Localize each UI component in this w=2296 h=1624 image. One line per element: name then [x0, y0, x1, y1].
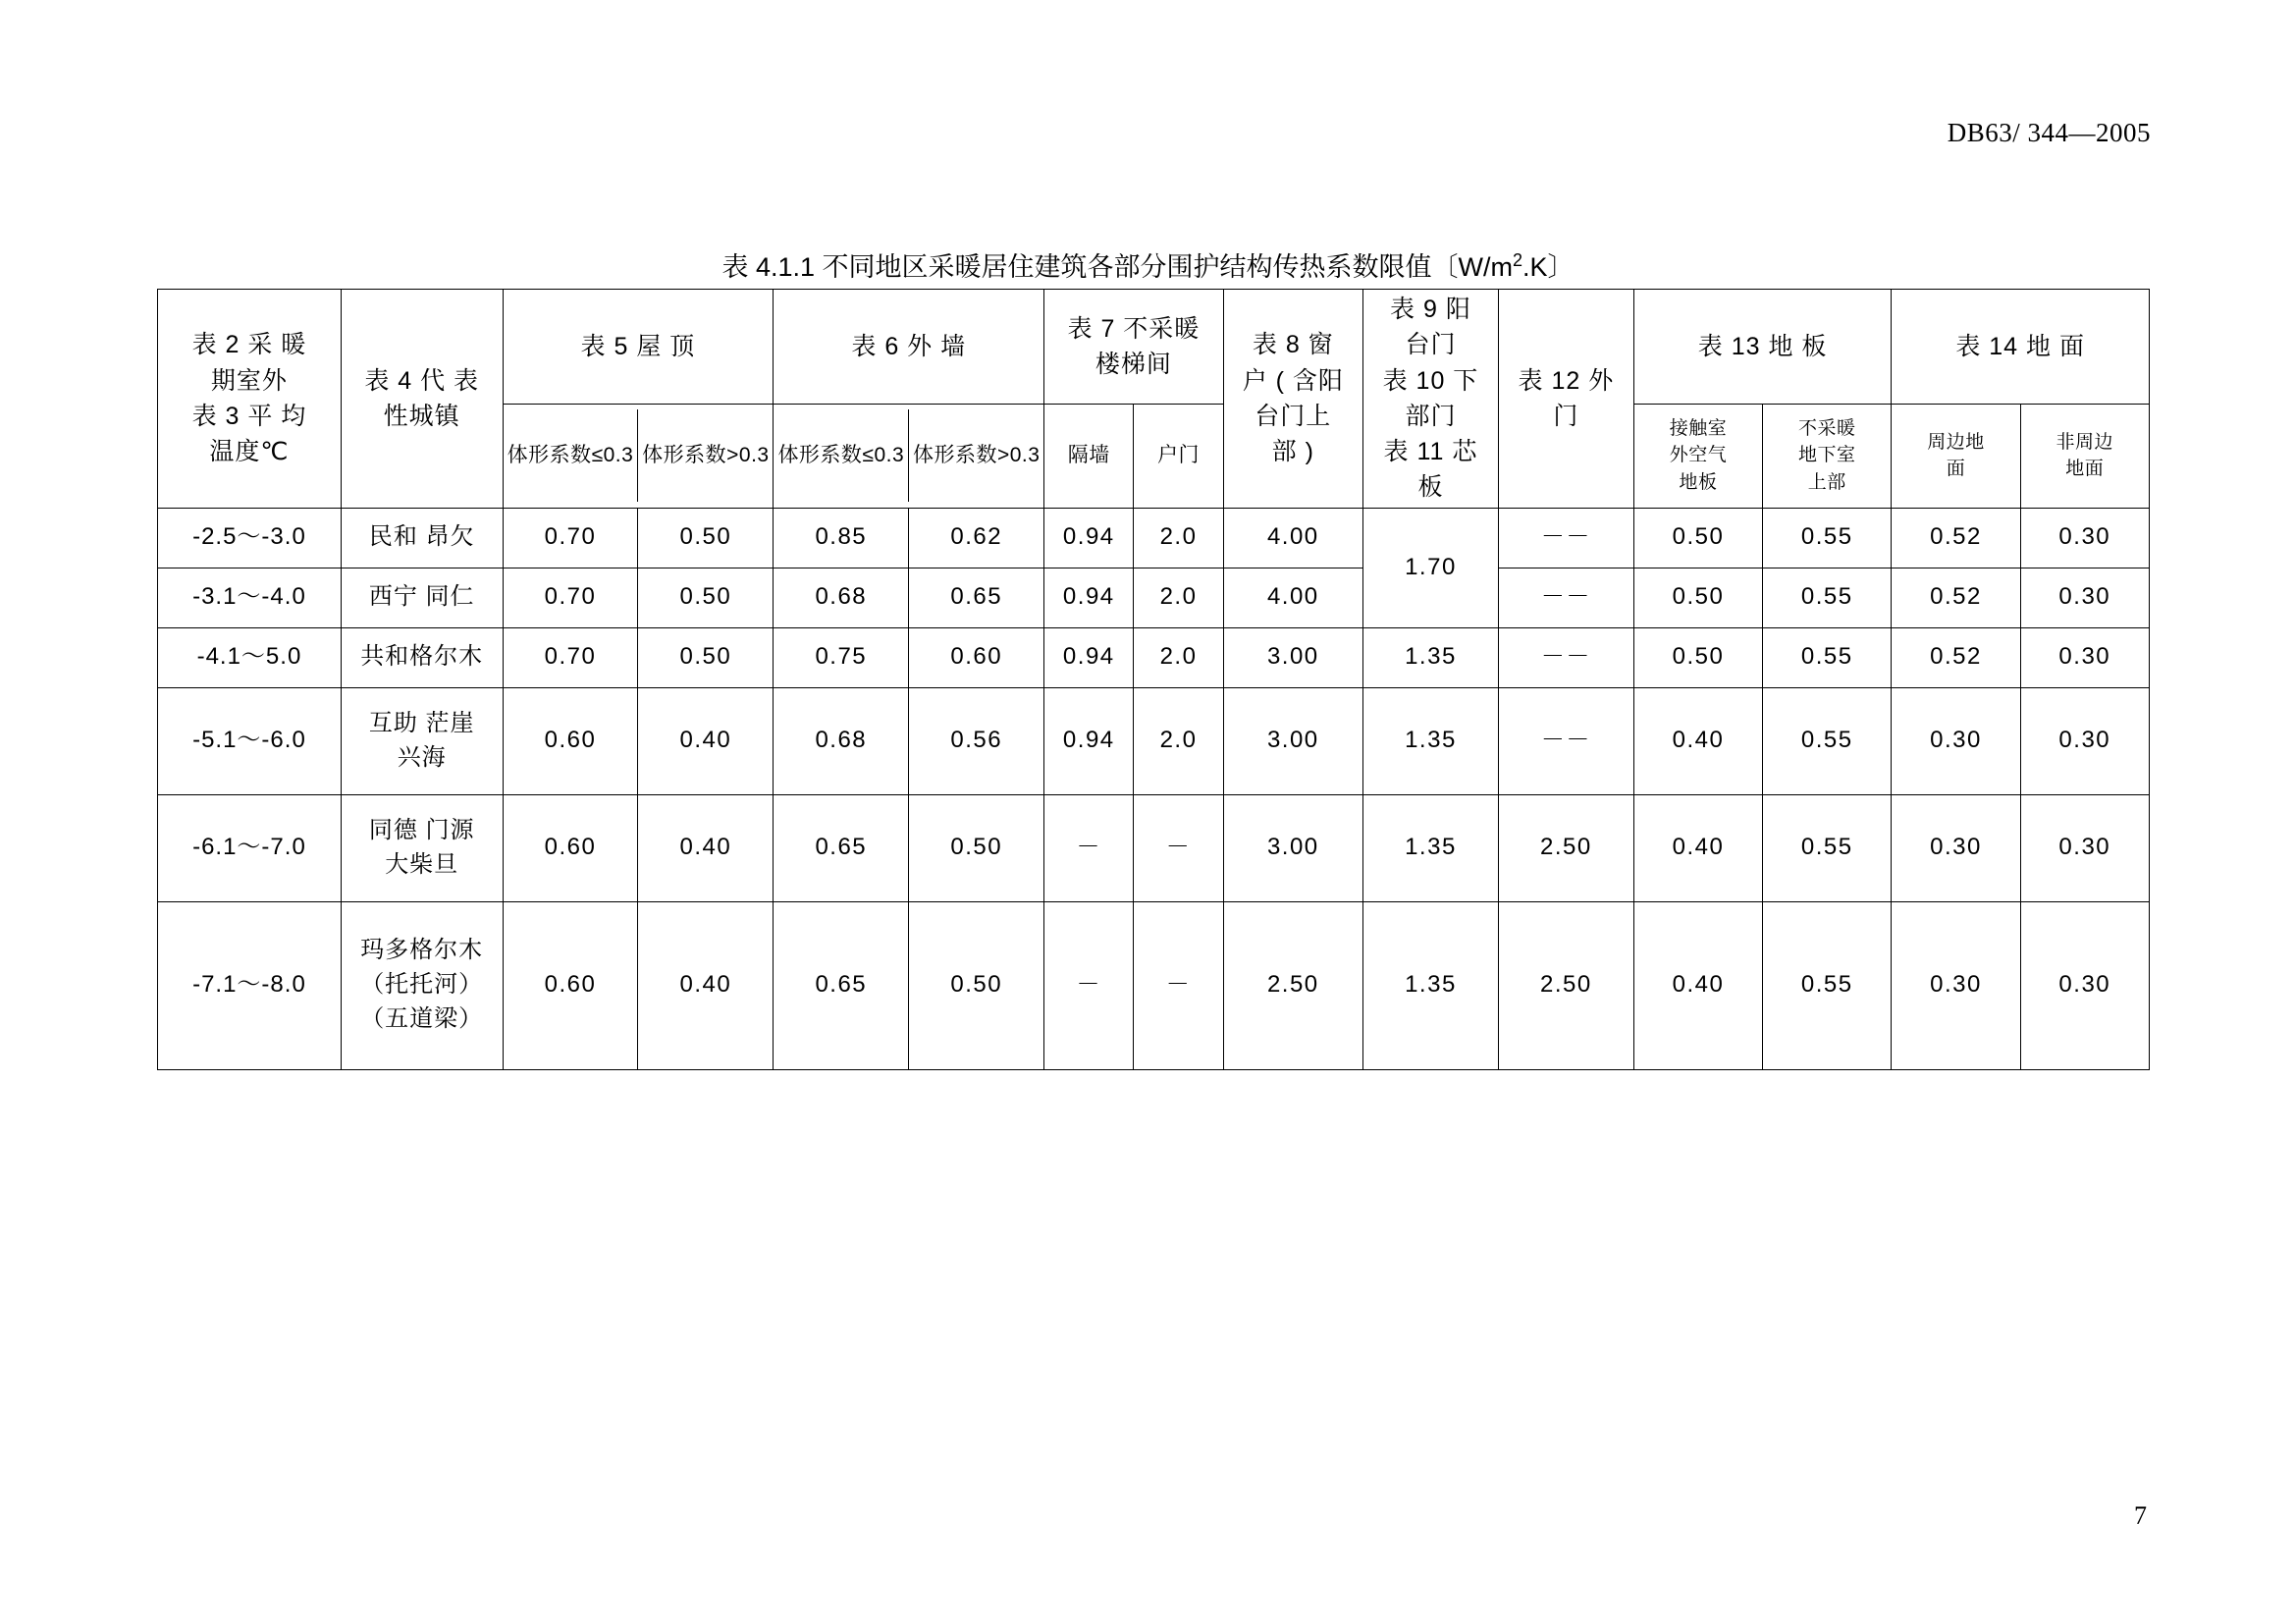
cell-partition: － — [1044, 901, 1134, 1069]
header-window-line-3: 台门上 — [1255, 402, 1332, 430]
header-group-exterior-wall: 表 6 外 墙 — [774, 290, 1044, 405]
header-window-line-2: 户 ( 含阳 — [1242, 366, 1344, 395]
cell-roof-shape-le: 0.70 — [503, 508, 638, 568]
table-row — [158, 687, 2150, 794]
cell-city — [341, 794, 503, 901]
header-ground-nonperi-line-1: 非周边 — [2056, 431, 2114, 453]
table-row — [158, 568, 2150, 627]
header-representative-city — [341, 290, 503, 509]
cell-temperature: -2.5～-3.0 — [158, 508, 342, 568]
cell-exterior-door: －－ — [1498, 568, 1633, 627]
cell-wall-shape-gt: 0.50 — [909, 794, 1044, 901]
header-ground-nonperi-line-2: 地面 — [2065, 459, 2105, 480]
cell-ground-perimeter: 0.52 — [1892, 508, 2020, 568]
header-wall-shape-le: 体形系数≤0.3 — [774, 409, 908, 502]
cell-ground-perimeter: 0.52 — [1892, 568, 2020, 627]
cell-roof-shape-gt: 0.50 — [638, 568, 774, 627]
cell-roof-shape-gt: 0.50 — [638, 508, 774, 568]
cell-floor-basement: 0.55 — [1763, 568, 1892, 627]
header-floor-air-line-3: 地板 — [1679, 472, 1718, 494]
cell-exterior-door: 2.50 — [1498, 794, 1633, 901]
cell-city-line-1: 玛多格尔木 — [360, 937, 484, 964]
cell-partition: 0.94 — [1044, 627, 1134, 687]
cell-wall-shape-le: 0.65 — [774, 794, 909, 901]
table-caption — [0, 245, 2296, 284]
page-number: 7 — [2134, 1501, 2147, 1530]
cell-roof-shape-le: 0.60 — [503, 687, 638, 794]
header-floor-base-line-2: 地下室 — [1797, 445, 1856, 466]
cell-window: 3.00 — [1223, 794, 1362, 901]
header-temp-line-4: 温度℃ — [209, 438, 290, 465]
header-balcony-line-1: 表 9 阳 — [1390, 296, 1471, 323]
cell-wall-shape-gt: 0.62 — [909, 508, 1044, 568]
cell-roof-shape-gt: 0.40 — [638, 687, 774, 794]
cell-wall-shape-gt: 0.50 — [909, 901, 1044, 1069]
cell-city: 共和格尔木 — [341, 627, 503, 687]
cell-window: 3.00 — [1223, 627, 1362, 687]
header-group-window — [1223, 290, 1362, 509]
header-roof-subcols — [503, 405, 774, 509]
cell-wall-shape-le: 0.68 — [774, 568, 909, 627]
header-floor-air-line-1: 接触室 — [1669, 417, 1728, 439]
cell-balcony-door: 1.35 — [1362, 794, 1498, 901]
cell-city-line-2: （托托河） — [360, 971, 484, 999]
cell-city — [341, 687, 503, 794]
table-row — [158, 627, 2150, 687]
header-city-line-1: 表 4 代 表 — [364, 366, 480, 395]
cell-exterior-door: －－ — [1498, 508, 1633, 568]
cell-floor-outdoor-air: 0.50 — [1633, 627, 1762, 687]
cell-ground-non-perimeter: 0.30 — [2020, 901, 2149, 1069]
header-floor-outdoor-air — [1633, 405, 1762, 509]
cell-floor-basement: 0.55 — [1763, 687, 1892, 794]
header-balcony-line-5: 表 11 芯 — [1383, 438, 1478, 465]
header-floor-base-line-1: 不采暖 — [1797, 417, 1856, 439]
header-temp-line-1: 表 2 采 暖 — [191, 331, 307, 359]
header-temp-line-2: 期室外 — [210, 366, 288, 395]
cell-city: 民和 昂欠 — [341, 508, 503, 568]
cell-temperature: -6.1～-7.0 — [158, 794, 342, 901]
cell-city-line-2: 大柴旦 — [385, 850, 459, 878]
header-group-roof: 表 5 屋 顶 — [503, 290, 774, 405]
cell-window: 3.00 — [1223, 687, 1362, 794]
cell-partition: 0.94 — [1044, 568, 1134, 627]
header-floor-base-line-3: 上部 — [1807, 472, 1846, 494]
header-group-unheated-stairwell — [1044, 290, 1223, 405]
cell-city-line-1: 同德 门源 — [368, 816, 475, 843]
cell-ground-non-perimeter: 0.30 — [2020, 568, 2149, 627]
cell-temperature: -3.1～-4.0 — [158, 568, 342, 627]
caption-tail-text: .K〕 — [1522, 252, 1575, 282]
header-outdoor-door-line-1: 表 12 外 — [1518, 366, 1615, 395]
cell-unit-door: － — [1134, 901, 1223, 1069]
cell-ground-non-perimeter: 0.30 — [2020, 687, 2149, 794]
header-group-balcony-door — [1362, 290, 1498, 509]
header-group-exterior-door — [1498, 290, 1633, 509]
cell-wall-shape-le: 0.68 — [774, 687, 909, 794]
header-wall-subcols — [774, 405, 1044, 509]
standard-code-header: DB63/ 344—2005 — [1947, 118, 2151, 147]
cell-floor-basement: 0.55 — [1763, 794, 1892, 901]
cell-wall-shape-le: 0.75 — [774, 627, 909, 687]
cell-partition: － — [1044, 794, 1134, 901]
cell-exterior-door: －－ — [1498, 627, 1633, 687]
cell-window: 4.00 — [1223, 508, 1362, 568]
header-roof-shape-gt: 体形系数>0.3 — [642, 444, 770, 467]
cell-wall-shape-gt: 0.60 — [909, 627, 1044, 687]
header-balcony-line-4: 部门 — [1405, 402, 1457, 430]
header-balcony-line-6: 板 — [1417, 473, 1444, 502]
cell-city-line-2: 兴海 — [397, 743, 447, 771]
header-ground-non-perimeter — [2020, 405, 2149, 509]
header-partition-wall: 隔墙 — [1044, 405, 1134, 509]
header-window-line-1: 表 8 窗 — [1252, 331, 1334, 359]
cell-wall-shape-gt: 0.56 — [909, 687, 1044, 794]
cell-ground-perimeter: 0.30 — [1892, 687, 2020, 794]
header-group-floor: 表 13 地 板 — [1633, 290, 1892, 405]
cell-unit-door: 2.0 — [1134, 687, 1223, 794]
header-floor-over-unheated-basement — [1763, 405, 1892, 509]
cell-city-line-3: （五道梁） — [360, 1004, 484, 1032]
cell-city — [341, 901, 503, 1069]
cell-ground-non-perimeter: 0.30 — [2020, 627, 2149, 687]
table-row — [158, 901, 2150, 1069]
cell-roof-shape-le: 0.60 — [503, 901, 638, 1069]
cell-floor-outdoor-air: 0.40 — [1633, 901, 1762, 1069]
cell-partition: 0.94 — [1044, 508, 1134, 568]
cell-floor-basement: 0.55 — [1763, 627, 1892, 687]
header-balcony-line-3: 表 10 下 — [1382, 366, 1479, 395]
cell-floor-basement: 0.55 — [1763, 508, 1892, 568]
cell-ground-perimeter: 0.30 — [1892, 794, 2020, 901]
caption-main-text: 表 4.1.1 不同地区采暖居住建筑各部分围护结构传热系数限值〔W/m — [721, 252, 1513, 282]
cell-exterior-door: －－ — [1498, 687, 1633, 794]
cell-roof-shape-gt: 0.40 — [638, 901, 774, 1069]
header-window-line-4: 部 ) — [1271, 438, 1314, 465]
thermal-coefficient-table — [157, 289, 2150, 1070]
cell-window: 2.50 — [1223, 901, 1362, 1069]
header-floor-air-line-2: 外空气 — [1669, 445, 1728, 466]
cell-roof-shape-gt: 0.40 — [638, 794, 774, 901]
cell-balcony-door: 1.70 — [1362, 508, 1498, 627]
cell-balcony-door: 1.35 — [1362, 901, 1498, 1069]
cell-floor-outdoor-air: 0.40 — [1633, 687, 1762, 794]
cell-wall-shape-le: 0.65 — [774, 901, 909, 1069]
cell-city: 西宁 同仁 — [341, 568, 503, 627]
header-stair-line-2: 楼梯间 — [1095, 351, 1172, 378]
header-wall-shape-gt: 体形系数>0.3 — [912, 444, 1041, 467]
header-outdoor-door-line-2: 门 — [1553, 402, 1579, 430]
cell-floor-outdoor-air: 0.50 — [1633, 508, 1762, 568]
cell-roof-shape-le: 0.70 — [503, 568, 638, 627]
cell-temperature: -4.1～5.0 — [158, 627, 342, 687]
cell-floor-basement: 0.55 — [1763, 901, 1892, 1069]
cell-ground-non-perimeter: 0.30 — [2020, 794, 2149, 901]
cell-partition: 0.94 — [1044, 687, 1134, 794]
cell-unit-door: 2.0 — [1134, 568, 1223, 627]
header-ground-peri-line-2: 面 — [1946, 459, 1966, 480]
table-row — [158, 794, 2150, 901]
header-group-ground: 表 14 地 面 — [1892, 290, 2150, 405]
cell-roof-shape-gt: 0.50 — [638, 627, 774, 687]
cell-roof-shape-le: 0.70 — [503, 627, 638, 687]
header-roof-shape-le: 体形系数≤0.3 — [504, 409, 638, 502]
cell-unit-door: － — [1134, 794, 1223, 901]
cell-city-line-1: 互助 茫崖 — [368, 709, 475, 736]
table-header-row-1 — [158, 290, 2150, 405]
header-ground-peri-line-1: 周边地 — [1927, 431, 1985, 453]
cell-ground-non-perimeter: 0.30 — [2020, 508, 2149, 568]
cell-window: 4.00 — [1223, 568, 1362, 627]
cell-floor-outdoor-air: 0.40 — [1633, 794, 1762, 901]
header-balcony-line-2: 台门 — [1405, 331, 1457, 359]
cell-wall-shape-le: 0.85 — [774, 508, 909, 568]
caption-superscript: 2 — [1513, 250, 1523, 270]
cell-balcony-door: 1.35 — [1362, 627, 1498, 687]
cell-floor-outdoor-air: 0.50 — [1633, 568, 1762, 627]
header-city-line-2: 性城镇 — [383, 402, 460, 430]
cell-ground-perimeter: 0.52 — [1892, 627, 2020, 687]
header-temp-line-3: 表 3 平 均 — [191, 402, 307, 430]
cell-temperature: -5.1～-6.0 — [158, 687, 342, 794]
table-row — [158, 508, 2150, 568]
header-stair-line-1: 表 7 不采暖 — [1067, 314, 1201, 343]
cell-ground-perimeter: 0.30 — [1892, 901, 2020, 1069]
cell-unit-door: 2.0 — [1134, 508, 1223, 568]
cell-exterior-door: 2.50 — [1498, 901, 1633, 1069]
cell-unit-door: 2.0 — [1134, 627, 1223, 687]
header-ground-perimeter — [1892, 405, 2020, 509]
header-unit-door: 户门 — [1134, 405, 1223, 509]
cell-wall-shape-gt: 0.65 — [909, 568, 1044, 627]
cell-temperature: -7.1～-8.0 — [158, 901, 342, 1069]
header-outdoor-temp — [158, 290, 342, 509]
cell-balcony-door: 1.35 — [1362, 687, 1498, 794]
cell-roof-shape-le: 0.60 — [503, 794, 638, 901]
